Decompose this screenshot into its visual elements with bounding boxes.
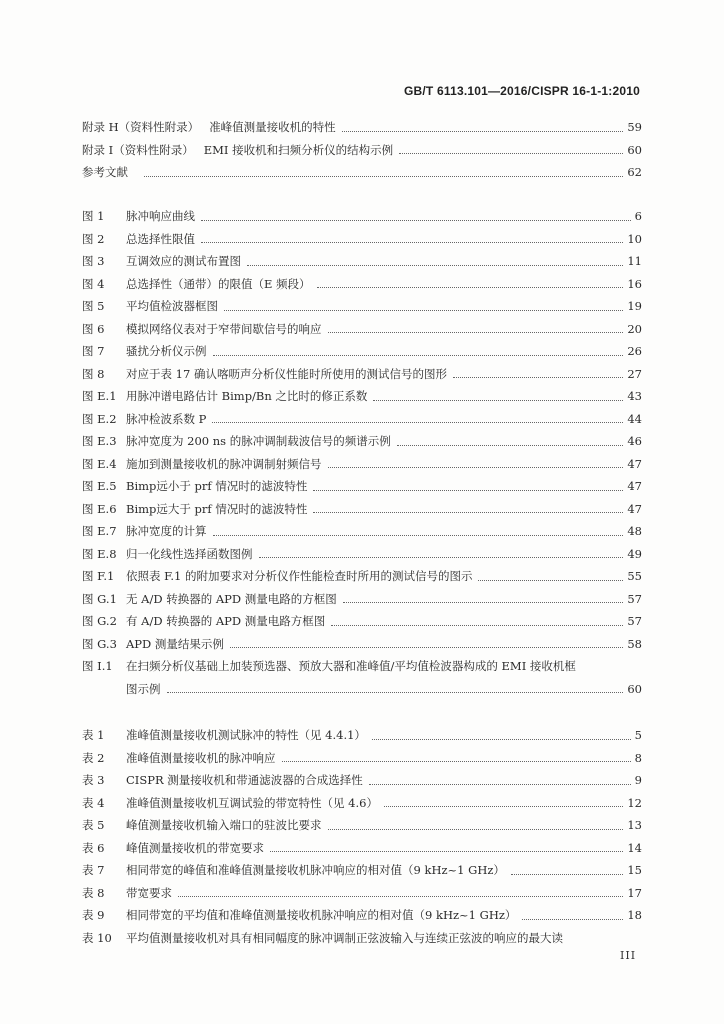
toc-entry[interactable] (82, 453, 642, 476)
toc-entry[interactable] (82, 318, 642, 341)
toc-entry-title: 在扫频分析仪基础上加装预选器、预放大器和准峰值/平均值检波器构成的 EMI 接收机框 (126, 659, 576, 673)
toc-page-number: 20 (627, 321, 642, 336)
toc-dot-leader (212, 408, 623, 424)
toc-entry-title: Bimp远小于 prf 情况时的滤波特性 (126, 479, 308, 493)
toc-entry-label: 图 E.7 (82, 524, 117, 538)
toc-entry[interactable] (82, 385, 642, 408)
toc-entry-title: EMI 接收机和扫频分析仪的结构示例 (203, 142, 394, 157)
toc-entry-label: 图 E.1 (82, 389, 117, 403)
toc-entry-label: 图 3 (82, 254, 105, 268)
toc-entry-label: 表 6 (82, 840, 105, 855)
toc-dot-leader (343, 588, 624, 604)
toc-page-number: 46 (627, 434, 642, 448)
toc-appendix-section (82, 116, 642, 184)
toc-dot-leader (247, 250, 623, 266)
toc-entry-label: 表 8 (82, 885, 105, 900)
toc-entry-label: 附录 H（资料性附录） (82, 120, 200, 134)
toc-dot-leader (522, 904, 623, 920)
toc-page-number: 55 (627, 569, 642, 583)
toc-entry[interactable] (82, 295, 642, 318)
toc-dot-leader (201, 205, 631, 221)
toc-entry-label: 表 4 (82, 795, 105, 810)
toc-entry[interactable] (82, 543, 642, 566)
toc-entry[interactable] (82, 747, 642, 770)
toc-dot-leader (328, 318, 624, 334)
toc-page-number: 12 (627, 795, 642, 810)
toc-page-number: 18 (627, 908, 642, 922)
toc-entry-label: 图 I.1 (82, 659, 113, 673)
toc-dot-leader (331, 610, 623, 626)
toc-entry[interactable] (82, 769, 642, 792)
toc-entry-title: 对应于表 17 确认喀呖声分析仪性能时所使用的测试信号的图形 (126, 366, 447, 381)
toc-entry-title: 互调效应的测试布置图 (126, 254, 241, 268)
toc-entry-label: 图 5 (82, 299, 105, 313)
toc-page-number: 16 (627, 276, 642, 291)
toc-entry[interactable] (82, 475, 642, 498)
toc-dot-leader (201, 228, 623, 244)
toc-entry-label: 参考文献 (82, 165, 128, 179)
toc-page-number: 8 (634, 750, 642, 765)
toc-page-number: 57 (627, 591, 642, 606)
toc-page-number: 27 (627, 366, 642, 381)
toc-entry-title: 依照表 F.1 的附加要求对分析仪作性能检查时所用的测试信号的图示 (126, 569, 473, 583)
toc-entry-label: 表 2 (82, 750, 105, 765)
toc-page-number: 10 (627, 231, 642, 246)
toc-entry[interactable] (82, 250, 642, 273)
toc-entry-label: 图 G.2 (82, 614, 117, 628)
toc-entry[interactable] (82, 927, 642, 950)
toc-entry-title: 相同带宽的平均值和准峰值测量接收机脉冲响应的相对值（9 kHz~1 GHz） (126, 908, 517, 922)
toc-entry-title: 无 A/D 转换器的 APD 测量电路的方框图 (126, 591, 337, 606)
toc-dot-leader (373, 385, 623, 401)
toc-entry-title: 准峰值测量接收机互调试验的带宽特性（见 4.6） (126, 795, 378, 810)
toc-page-number: 59 (627, 120, 642, 134)
toc-dot-leader (328, 453, 624, 469)
toc-entry[interactable] (82, 882, 642, 905)
toc-page-number: 44 (627, 411, 642, 426)
toc-entry-label: 附录 I（资料性附录） (82, 142, 194, 157)
toc-dot-leader (328, 814, 624, 830)
toc-entry-label: 图 E.4 (82, 456, 117, 471)
toc-dot-leader (213, 340, 624, 356)
page-number-roman: III (620, 949, 637, 962)
toc-entry-title: 用脉冲谱电路估计 Bimp/Bn 之比时的修正系数 (126, 389, 368, 403)
toc-entry[interactable] (82, 588, 642, 611)
toc-page-number: 43 (627, 389, 642, 403)
toc-dot-leader (167, 678, 624, 694)
toc-dot-leader (342, 116, 624, 132)
toc-entry-title: 带宽要求 (126, 885, 172, 900)
toc-page-number: 19 (627, 299, 642, 313)
toc-entry-title: 有 A/D 转换器的 APD 测量电路方框图 (126, 614, 326, 628)
toc-entry[interactable] (82, 859, 642, 882)
document-header: GB/T 6113.101—2016/CISPR 16-1-1:2010 (403, 84, 640, 98)
toc-entry-title: 脉冲宽度的计算 (126, 524, 207, 538)
toc-page-number: 14 (627, 840, 642, 855)
toc-entry-title: 脉冲宽度为 200 ns 的脉冲调制载波信号的频谱示例 (126, 434, 391, 448)
toc-dot-leader (453, 363, 623, 379)
toc-dot-leader (259, 543, 624, 559)
toc-page-number: 60 (627, 142, 642, 157)
toc-entry-title: 总选择性限值 (126, 231, 195, 246)
toc-entry-label: 图 E.8 (82, 546, 117, 561)
toc-entry[interactable] (82, 363, 642, 386)
toc-entry-title: CISPR 测量接收机和带通滤波器的合成选择性 (126, 773, 363, 787)
toc-entry[interactable] (82, 116, 642, 139)
toc-entry-label: 表 3 (82, 773, 105, 787)
toc-entry[interactable] (82, 161, 642, 184)
toc-entry-label: 表 5 (82, 818, 105, 832)
toc-dot-leader (178, 882, 623, 898)
toc-entry[interactable] (82, 430, 642, 453)
toc-entry-title: 峰值测量接收机输入端口的驻波比要求 (126, 818, 322, 832)
toc-dot-leader (144, 161, 623, 177)
toc-page-number: 57 (627, 614, 642, 628)
toc-entry-label: 图 G.3 (82, 636, 117, 651)
toc-entry-title: 平均值检波器框图 (126, 299, 218, 313)
toc-entry-title: 峰值测量接收机的带宽要求 (126, 840, 264, 855)
toc-entry-label: 表 1 (82, 728, 105, 742)
toc-entry-label: 图 4 (82, 276, 105, 291)
toc-entry-title: 归一化线性选择函数图例 (126, 546, 253, 561)
toc-entry[interactable] (82, 205, 642, 228)
toc-entry[interactable] (82, 792, 642, 815)
toc-entry-title: 脉冲检波系数 P (126, 411, 207, 426)
toc-entry[interactable] (82, 139, 642, 162)
toc-entry[interactable] (82, 273, 642, 296)
toc-dot-leader (270, 837, 623, 853)
toc-page-number: 11 (627, 254, 642, 268)
toc-dot-leader (317, 273, 624, 289)
toc-page-number: 6 (634, 209, 642, 223)
toc-page-number: 47 (627, 456, 642, 471)
toc-page-number: 17 (627, 885, 642, 900)
toc-entry-title: 施加到测量接收机的脉冲调制射频信号 (126, 456, 322, 471)
toc-dot-leader (369, 769, 631, 785)
toc-entry[interactable] (82, 498, 642, 521)
toc-entry-continuation (82, 678, 642, 701)
toc-dot-leader (478, 565, 623, 581)
toc-entry[interactable] (82, 520, 642, 543)
toc-entry-label: 图 8 (82, 366, 105, 381)
toc-entry-label: 图 E.6 (82, 501, 117, 516)
toc-page-number: 58 (627, 636, 642, 651)
toc-entry-label: 图 F.1 (82, 569, 115, 583)
toc-entry-title: 总选择性（通带）的限值（E 频段） (126, 276, 311, 291)
toc-entry-label: 表 7 (82, 863, 105, 877)
toc-page-number: 62 (627, 165, 642, 179)
toc-entry[interactable] (82, 610, 642, 633)
toc-dot-leader (399, 139, 623, 155)
toc-entry-label: 表 10 (82, 930, 112, 945)
toc-entry-title: 准峰值测量接收机测试脉冲的特性（见 4.4.1） (126, 728, 366, 742)
toc-entry[interactable] (82, 408, 642, 431)
toc-entry[interactable] (82, 904, 642, 927)
toc-page-number: 47 (627, 479, 642, 493)
toc-dot-leader (313, 475, 623, 491)
toc-entry-label: 表 9 (82, 908, 105, 922)
toc-page-number: 48 (627, 524, 642, 538)
toc-entry-title: 模拟网络仪表对于窄带间歇信号的响应 (126, 321, 322, 336)
toc-entry-label: 图 6 (82, 321, 105, 336)
toc-page-number: 13 (627, 818, 642, 832)
toc-entry-title: Bimp远大于 prf 情况时的滤波特性 (126, 501, 308, 516)
toc-dot-leader (224, 295, 623, 311)
toc-tables-section (82, 724, 642, 949)
toc-entry-label: 图 E.5 (82, 479, 117, 493)
toc-page-number: 49 (627, 546, 642, 561)
toc-entry-label: 图 E.3 (82, 434, 117, 448)
toc-page-number: 47 (627, 501, 642, 516)
toc-dot-leader (511, 859, 623, 875)
toc-page-number: 9 (634, 773, 642, 787)
toc-entry[interactable] (82, 837, 642, 860)
toc-entry-title: 脉冲响应曲线 (126, 209, 195, 223)
toc-dot-leader (213, 520, 624, 536)
toc-dot-leader (282, 747, 631, 763)
toc-dot-leader (372, 724, 631, 740)
toc-dot-leader (313, 498, 623, 514)
toc-entry[interactable] (82, 633, 642, 656)
toc-entry[interactable] (82, 228, 642, 251)
toc-entry-label: 图 1 (82, 209, 105, 223)
toc-page-number: 5 (634, 728, 642, 742)
toc-entry[interactable] (82, 340, 642, 363)
toc-dot-leader (397, 430, 624, 446)
toc-entry-title: 准峰值测量接收机的特性 (209, 120, 336, 134)
toc-figures-section (82, 205, 642, 700)
toc-page-number: 60 (627, 681, 642, 696)
toc-entry-title: 相同带宽的峰值和准峰值测量接收机脉冲响应的相对值（9 kHz~1 GHz） (126, 863, 505, 877)
toc-entry-title: 平均值测量接收机对具有相同幅度的脉冲调制正弦波输入与连续正弦波的响应的最大读 (126, 930, 563, 945)
toc-dot-leader (384, 792, 623, 808)
toc-page-number: 15 (627, 863, 642, 877)
toc-entry-title-cont: 图示例 (126, 681, 161, 696)
toc-entry-title: 骚扰分析仪示例 (126, 344, 207, 358)
toc-entry-title: 准峰值测量接收机的脉冲响应 (126, 750, 276, 765)
toc-entry[interactable] (82, 655, 642, 678)
toc-entry[interactable] (82, 565, 642, 588)
toc-entry-label: 图 7 (82, 344, 105, 358)
toc-entry-label: 图 E.2 (82, 411, 117, 426)
toc-page-number: 26 (627, 344, 642, 358)
toc-entry-title: APD 测量结果示例 (126, 636, 224, 651)
toc-entry-label: 图 G.1 (82, 591, 117, 606)
toc-entry-label: 图 2 (82, 231, 105, 246)
toc-entry[interactable] (82, 814, 642, 837)
toc-dot-leader (230, 633, 623, 649)
toc-entry[interactable] (82, 724, 642, 747)
